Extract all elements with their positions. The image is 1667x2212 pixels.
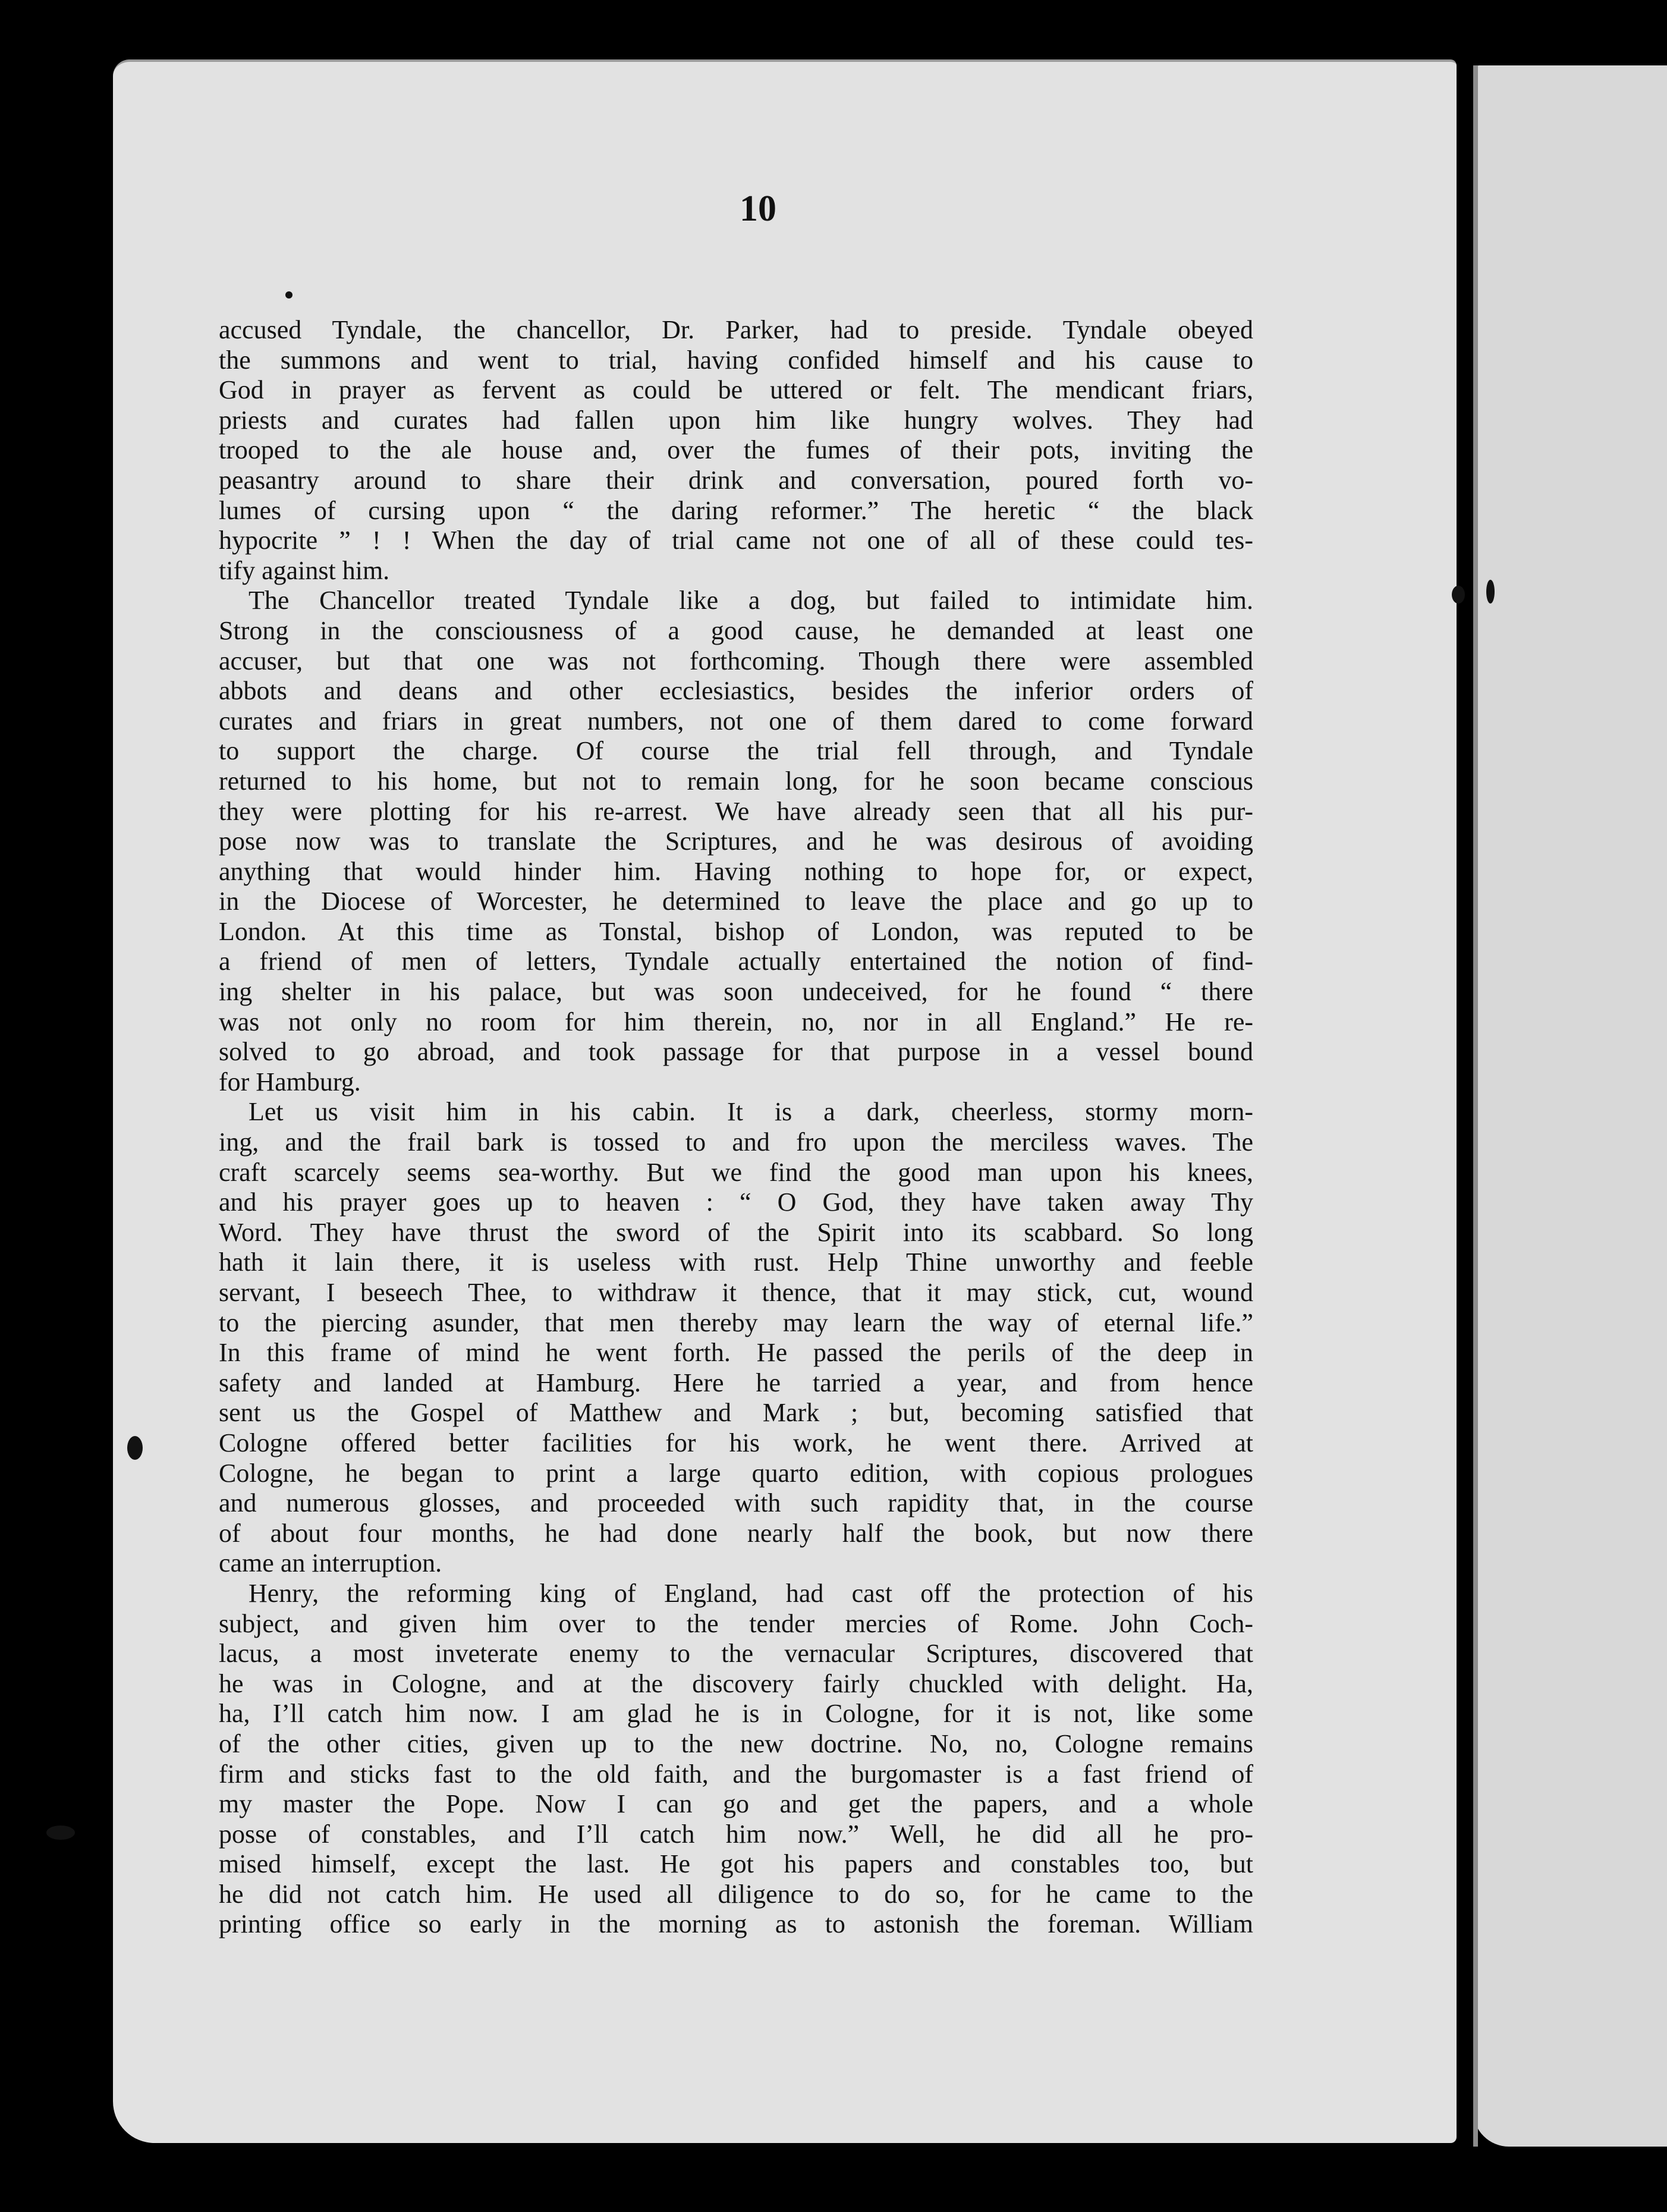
text-line: In this frame of mind he went forth. He passed the perils of the deep in [219,1338,1253,1368]
text-line: mised himself, except the last. He got his papers and constables too, but [219,1849,1253,1879]
text-line: God in prayer as fervent as could be uttered or felt. The mendicant friars, [219,375,1253,405]
text-line: tify against him. [219,555,390,585]
text-line: ing, and the frail bark is tossed to and fro upon the merciless waves. The [219,1127,1253,1157]
text-line: the summons and went to trial, having confided himself and his cause to [219,345,1253,375]
text-line: was not only no room for him therein, no, nor in all England.” He re- [219,1007,1253,1036]
text-line: solved to go abroad, and took passage for that purpose in a vessel bound [219,1037,1253,1067]
body-text [219,315,1253,1940]
text-line: accused Tyndale, the chancellor, Dr. Parker, had to preside. Tyndale obeyed [219,315,1253,344]
page-number: 10 [740,188,776,229]
text-line: Let us visit him in his cabin. It is a dark, cheerless, stormy morn- [249,1097,1253,1127]
text-line: he did not catch him. He used all diligence to do so, for he came to the [219,1879,1253,1909]
text-line: of the other cities, given up to the new doctrine. No, no, Cologne remains [219,1729,1253,1758]
text-line: and his prayer goes up to heaven : “ O God, they have taken away Thy [219,1187,1253,1217]
text-line: to the piercing asunder, that men thereby may learn the way of eternal life.” [219,1308,1253,1337]
text-line: anything that would hinder him. Having nothing to hope for, or expect, [219,856,1253,886]
text-line: London. At this time as Tonstal, bishop of London, was reputed to be [219,916,1253,946]
text-line: returned to his home, but not to remain long, for he soon became conscious [219,766,1253,796]
ink-speck [1486,580,1495,604]
ink-speck [1452,586,1465,604]
text-line: and numerous glosses, and proceeded with such rapidity that, in the course [219,1488,1253,1518]
text-line: accuser, but that one was not forthcoming. Though there were assembled [219,646,1253,675]
text-line: firm and sticks fast to the old faith, and the burgomaster is a fast friend of [219,1759,1253,1789]
text-line: lacus, a most inveterate enemy to the vernacular Scriptures, discovered that [219,1639,1253,1669]
text-line: ing shelter in his palace, but was soon undeceived, for he found “ there [219,977,1253,1007]
ink-speck [285,291,292,299]
text-line: Strong in the consciousness of a good cause, he demanded at least one [219,615,1253,645]
text-line: lumes of cursing upon “ the daring reformer.” The heretic “ the black [219,495,1253,525]
text-line: to support the charge. Of course the trial fell through, and Tyndale [219,736,1253,766]
text-line: in the Diocese of Worcester, he determined to leave the place and go up to [219,887,1253,916]
text-line: Cologne offered better facilities for his work, he went there. Arrived at [219,1428,1253,1457]
text-line: came an interruption. [219,1548,442,1578]
text-line: safety and landed at Hamburg. Here he tarried a year, and from hence [219,1368,1253,1397]
text-line: priests and curates had fallen upon him like hungry wolves. They had [219,405,1253,435]
page-fold [1473,65,1478,2147]
text-line: abbots and deans and other ecclesiastics, besides the inferior orders of [219,676,1253,706]
text-line: they were plotting for his re-arrest. We have already seen that all his pur- [219,796,1253,826]
text-line: posse of constables, and I’ll catch him now.” Well, he did all he pro- [219,1819,1253,1849]
text-line: peasantry around to share their drink and conversation, poured forth vo- [219,465,1253,495]
facing-page-edge [1473,65,1667,2147]
text-line: hath it lain there, it is useless with rust. Help Thine unworthy and feeble [219,1248,1253,1277]
text-line: my master the Pope. Now I can go and get the papers, and a whole [219,1789,1253,1819]
text-line: Word. They have thrust the sword of the Spirit into its scabbard. So long [219,1217,1253,1247]
text-line: for Hamburg. [219,1067,361,1096]
ink-speck [46,1825,75,1840]
text-line: hypocrite ” ! ! When the day of trial came not one of all of these could tes- [219,526,1253,555]
ink-speck [127,1436,143,1460]
text-line: curates and friars in great numbers, not one of them dared to come forward [219,706,1253,736]
text-line: Cologne, he began to print a large quarto edition, with copious prologues [219,1458,1253,1488]
text-line: printing office so early in the morning as to astonish the foreman. William [219,1909,1253,1939]
text-line: a friend of men of letters, Tyndale actually entertained the notion of find- [219,947,1253,976]
text-line: Henry, the reforming king of England, had cast off the protection of his [249,1578,1253,1608]
text-line: of about four months, he had done nearly half the book, but now there [219,1518,1253,1548]
text-line: servant, I beseech Thee, to withdraw it thence, that it may stick, cut, wound [219,1278,1253,1307]
text-line: he was in Cologne, and at the discovery fairly chuckled with delight. Ha, [219,1669,1253,1698]
text-line: The Chancellor treated Tyndale like a dog, but failed to intimidate him. [249,586,1253,615]
text-line: sent us the Gospel of Matthew and Mark ; but, becoming satisfied that [219,1398,1253,1428]
text-line: trooped to the ale house and, over the fumes of their pots, inviting the [219,435,1253,465]
text-line: ha, I’ll catch him now. I am glad he is in Cologne, for it is not, like some [219,1699,1253,1729]
text-line: subject, and given him over to the tender mercies of Rome. John Coch- [219,1608,1253,1638]
text-line: pose now was to translate the Scriptures, and he was desirous of avoiding [219,827,1253,856]
text-line: craft scarcely seems sea-worthy. But we find the good man upon his knees, [219,1157,1253,1187]
